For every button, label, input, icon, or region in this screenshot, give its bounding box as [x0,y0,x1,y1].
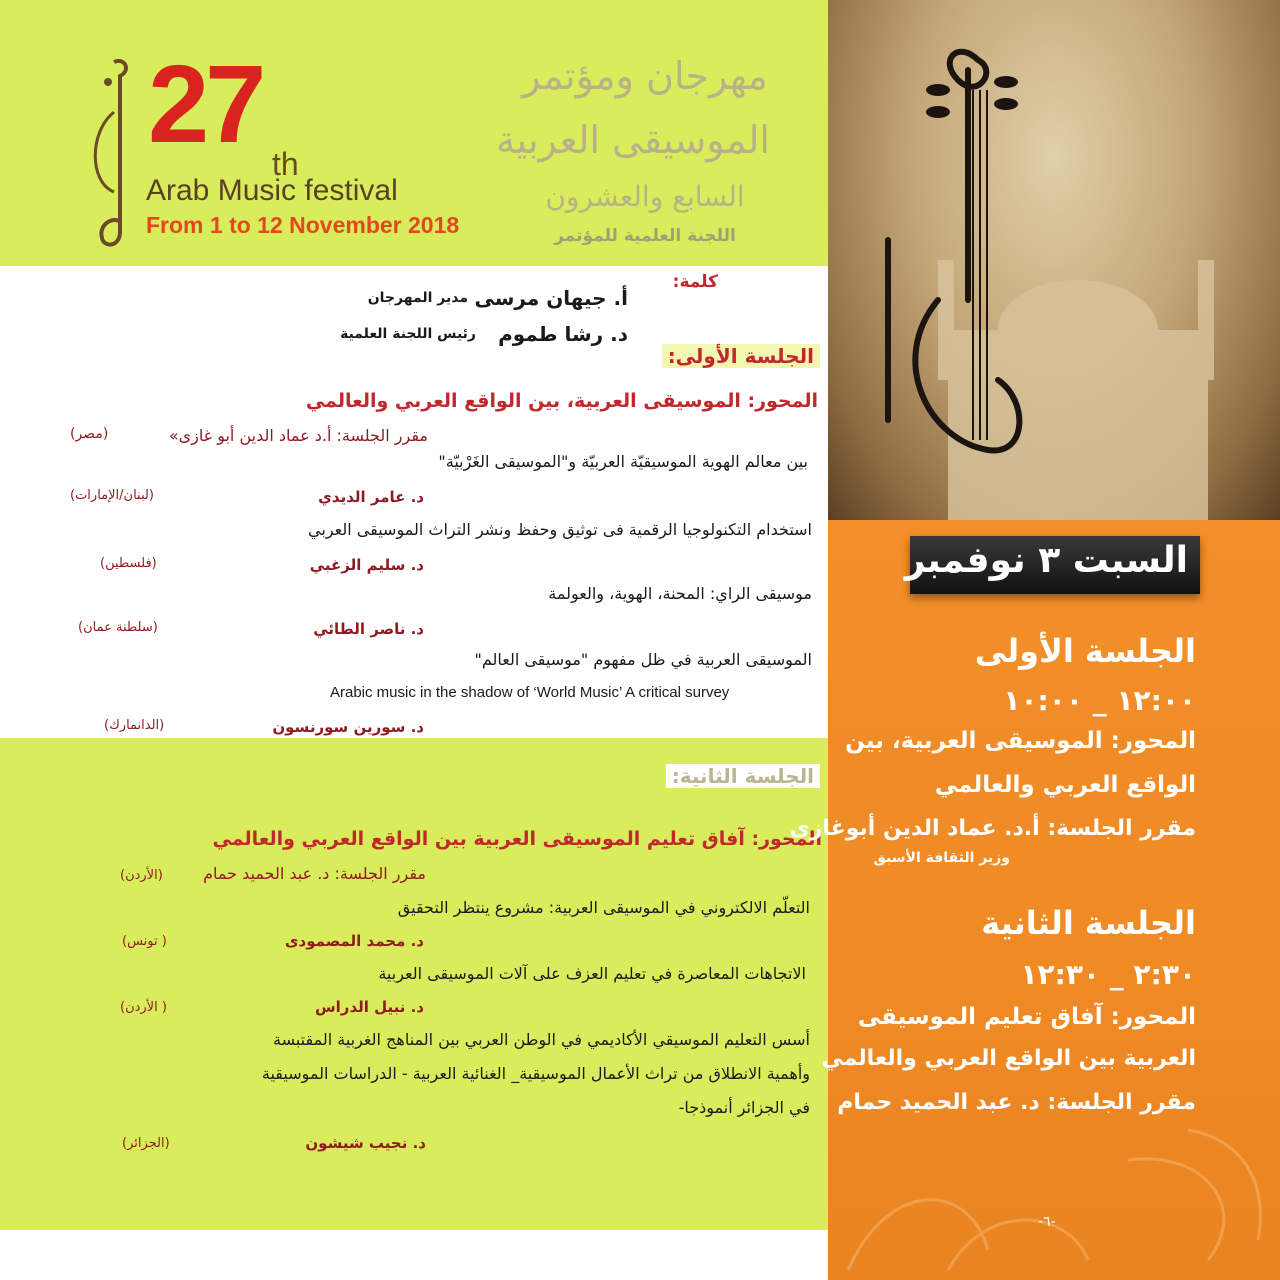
s2-axis-line2: العربية بين الواقع العربي والعالمي [821,1046,1196,1071]
bottom-strip [0,1230,828,1280]
speaker1-role: مدير المهرجان [367,290,468,306]
s2-axis-line1: المحور: آفاق تعليم الموسيقى [857,1004,1196,1030]
s2-paper2-title: الاتجاهات المعاصرة في تعليم العزف على آلات الموسيقى العربية [378,964,806,983]
s1-paper4-author: د. سورين سورنسون [272,718,424,736]
s1-paper3-author: د. ناصر الطائي [313,620,424,638]
arabic-title-line1: مهرجان ومؤتمر [522,54,768,98]
s2-paper3-title-line1: أسس التعليم الموسيقي الأكاديمي في الوطن العربي بين المناهج الغربية المقتبسة [272,1030,810,1049]
arabic-title-line4: اللجنة العلمية للمؤتمر [554,226,736,246]
s1-axis-line1: المحور: الموسيقى العربية، بين [845,728,1196,754]
session2-panel [0,738,828,1230]
s2-paper3-author: د. نجيب شيشون [305,1134,426,1152]
arabic-title-line3: السابع والعشرون [545,180,745,213]
header-panel [0,0,828,266]
opening-label: كلمة: [672,272,718,292]
s1-paper3-country: (سلطنة عمان) [78,620,158,635]
s1-paper1-country: (لبنان/الإمارات) [70,488,154,503]
s1-paper1-author: د. عامر الديدي [318,488,424,506]
s1-chair-role: وزير الثقافة الأسبق [873,850,1010,866]
speaker1-name: أ. جيهان مرسى [474,286,628,310]
date-banner-text: السبت ٣ نوفمبر [904,540,1188,581]
session2-axis: المحور: آفاق تعليم الموسيقى العربية بين الواقع العربي والعالمي [212,828,822,850]
s1-paper4-title: الموسيقى العربية في ظل مفهوم "موسيقى العالم" [474,650,812,669]
s2-chair: مقرر الجلسة: د. عبد الحميد حمام [837,1090,1196,1115]
s2-paper1-title: التعلّم الالكتروني في الموسيقى العربية: مشروع ينتظر التحقيق [397,898,810,917]
session1-chair: مقرر الجلسة: أ.د عماد الدين أبو غازى» [168,426,428,445]
s1-chair: مقرر الجلسة: أ.د. عماد الدين أبوغازى [789,816,1196,841]
session2-chair: مقرر الجلسة: د. عبد الحميد حمام [203,864,426,883]
oud-logo-icon [84,52,144,252]
session1-chair-country: (مصر) [70,426,109,442]
s2-paper1-country: ( تونس) [122,934,167,949]
page-number: -٦- [1038,1214,1056,1230]
s2-paper3-title-line3: في الجزائر أنموذجا- [678,1098,810,1117]
s1-paper4-country: (الدانمارك) [104,718,165,733]
oud-mosque-illustration-icon [828,0,1280,520]
s2-paper1-author: د. محمد المصمودى [284,932,424,950]
logo-suffix: th [272,146,299,182]
s1-paper1-title: بين معالم الهوية الموسيقيّة العربيّة و"الموسيقى الغَرْبيّة" [438,452,808,471]
logo-dates: From 1 to 12 November 2018 [146,212,460,238]
logo-number: 27 [148,43,263,166]
hero-image [828,0,1280,520]
s1-title: الجلسة الأولى [974,632,1196,670]
speaker2-name: د. رشا طموم [498,322,628,346]
schedule-sidebar [789,520,1280,1280]
session1-panel [0,266,828,738]
session1-axis: المحور: الموسيقى العربية، بين الواقع العربي والعالمي [305,390,818,412]
s2-time: ٢:٣٠ _ ١٢:٣٠ [1020,958,1196,991]
calligraphy-decoration-icon [828,1120,1280,1280]
s1-paper3-title: موسيقى الراي: المحنة، الهوية، والعولمة [548,584,812,603]
session2-chair-country: (الأردن) [120,868,163,883]
s1-axis-line2: الواقع العربي والعالمي [934,772,1196,798]
s2-paper3-country: (الجزائر) [122,1136,170,1151]
s1-time: ١٢:٠٠ _ ١٠:٠٠ [1003,684,1196,717]
session2-tag: الجلسة الثانية: [666,764,820,788]
s2-paper2-author: د. نبيل الدراس [314,998,424,1016]
s2-title: الجلسة الثانية [981,904,1196,942]
logo-title: Arab Music festival [146,174,398,207]
s1-paper2-title: استخدام التكنولوجيا الرقمية فى توثيق وحفظ ونشر التراث الموسيقى العربي [308,520,812,539]
s2-paper3-title-line2: وأهمية الانطلاق من تراث الأعمال الموسيقية_ الغنائية العربية - الدراسات الموسيقية [261,1064,810,1083]
arabic-title-line2: الموسيقى العربية [496,118,770,162]
s1-paper4-subtitle: Arabic music in the shadow of ‘World Music’ A critical survey [330,684,730,701]
speaker2-role: رئيس اللجنة العلمية [340,326,476,342]
s2-paper2-country: ( الأردن) [120,1000,167,1015]
s1-paper2-country: (فلسطين) [100,556,157,571]
session1-tag: الجلسة الأولى: [662,344,820,368]
s1-paper2-author: د. سليم الزغبي [309,556,424,574]
